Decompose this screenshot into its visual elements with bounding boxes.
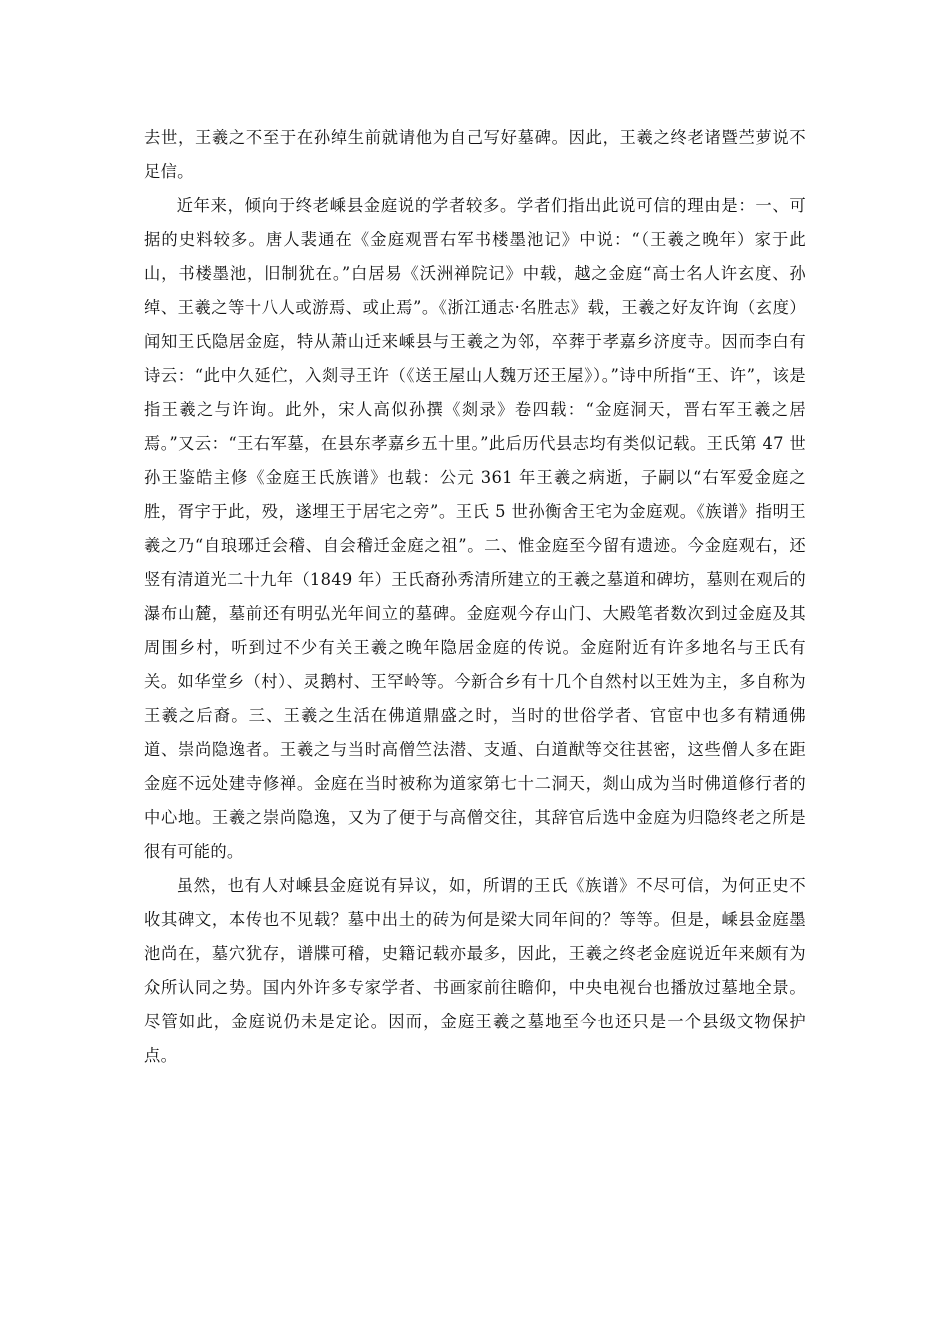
document-page [144,121,806,1073]
paragraph-jinting-theory: 近年来，倾向于终老嵊县金庭说的学者较多。学者们指出此说可信的理由是：一、可据的史料较多。唐人裴通在《金庭观晋右军书楼墨池记》中说：“（王羲之晚年）家于此山，书楼墨池，旧制犹在。”白居易《沃洲禅院记》中载，越之金庭“高士名人许玄度、孙绰、王羲之等十八人或游焉、或止焉”。《浙江通志·名胜志》载，王羲之好友许询（玄度）闻知王氏隐居金庭，特从萧山迁来嵊县与王羲之为邻，卒葬于孝嘉乡济度寺。因而李白有诗云：“此中久延伫，入剡寻王许（《送王屋山人魏万还王屋》）。”诗中所指“王、许”，该是指王羲之与许询。此外，宋人高似孙撰《剡录》卷四载：“金庭洞天，晋右军王羲之居焉。”又云：“王右军墓，在县东孝嘉乡五十里。”此后历代县志均有类似记载。王氏第 47 世孙王鉴皓主修《金庭王氏族谱》也载：公元 361 年王羲之病逝，子嗣以“右军爱金庭之胜，胥宇于此，殁，遂埋王于居宅之旁”。王氏 5 世孙衡舍王宅为金庭观。《族谱》指明王羲之乃“自琅琊迁会稽、自会稽迁金庭之祖”。二、惟金庭至今留有遗迹。今金庭观右，还竖有清道光二十九年（1849 年）王氏裔孙秀清所建立的王羲之墓道和碑坊，墓则在观后的瀑布山麓，墓前还有明弘光年间立的墓碑。金庭观今存山门、大殿笔者数次到过金庭及其周围乡村，听到过不少有关王羲之晚年隐居金庭的传说。金庭附近有许多地名与王氏有关。如华堂乡（村）、灵鹅村、王罕岭等。今新合乡有十几个自然村以王姓为主，多自称为王羲之后裔。三、王羲之生活在佛道鼎盛之时，当时的世俗学者、官宦中也多有精通佛道、崇尚隐逸者。王羲之与当时高僧竺法潜、支遁、白道猷等交往甚密，这些僧人多在距金庭不远处建寺修禅。金庭在当时被称为道家第七十二洞天，剡山成为当时佛道修行者的中心地。王羲之崇尚隐逸，又为了便于与高僧交往，其辞官后选中金庭为归隐终老之所是很有可能的。 [144,196,806,861]
paragraph-continuation: 去世，王羲之不至于在孙绰生前就请他为自己写好墓碑。因此，王羲之终老诸暨苎萝说不足信。 [144,128,806,181]
paragraph-objections: 虽然，也有人对嵊县金庭说有异议，如，所谓的王氏《族谱》不尽可信，为何正史不收其碑文，本传也不见载？墓中出土的砖为何是梁大同年间的？等等。但是，嵊县金庭墨池尚在，墓穴犹存，谱牒可稽，史籍记载亦最多，因此，王羲之终老金庭说近年来颇有为众所认同之势。国内外许多专家学者、书画家前往瞻仰，中央电视台也播放过墓地全景。尽管如此，金庭说仍未是定论。因而，金庭王羲之墓地至今也还只是一个县级文物保护点。 [144,876,806,1065]
